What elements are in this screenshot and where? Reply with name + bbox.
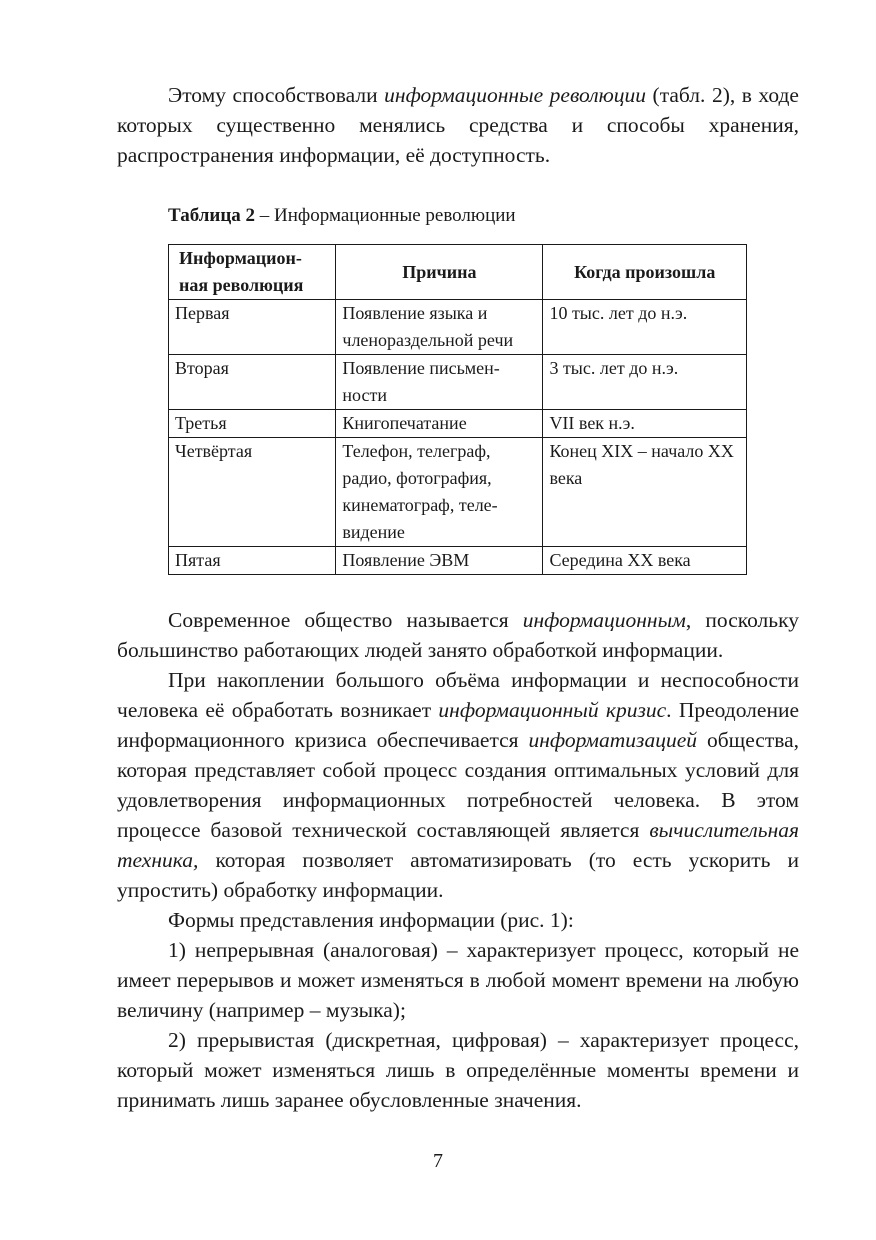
- table-cell: Четвёртая: [169, 438, 336, 547]
- header-revolution: Информацион-ная революция: [169, 245, 336, 300]
- table-cell: Телефон, телеграф, радио, фотография, кинематограф, теле-видение: [336, 438, 543, 547]
- table-header-row: [169, 245, 747, 300]
- table-cell: Появление письмен-ности: [336, 355, 543, 410]
- page-content: [117, 80, 799, 1115]
- table-cell: Появление языка и членораздельной речи: [336, 300, 543, 355]
- table-caption-label: Таблица 2: [168, 205, 256, 226]
- paragraph-information-crisis: При накоплении большого объёма информации и неспособности человека её обработать возникает информационный кризис. Преодоление информационного кризиса обеспечивается информатизацией общества, которая представляет собой процесс создания оптимальных условий для удовлетворения информационных потребностей человека. В этом процессе базовой технической составляющей является вычислительная техника, которая позволяет автоматизировать (то есть ускорить и упростить) обработку информации.: [117, 668, 800, 902]
- table-cell: Конец XIX – начало XX века: [543, 438, 747, 547]
- revolutions-table: [168, 244, 747, 575]
- table-caption-text: – Информационные революции: [255, 205, 516, 226]
- table-row: [169, 410, 747, 438]
- table-row: [169, 300, 747, 355]
- table-cell: Вторая: [169, 355, 336, 410]
- table-cell: Появление ЭВМ: [336, 547, 543, 575]
- table-cell: VII век н.э.: [543, 410, 747, 438]
- paragraph-continuous: 1) непрерывная (аналоговая) – характеризует процесс, который не имеет перерывов и может изменяться в любой момент времени на любую величину (например – музыка);: [117, 938, 799, 1022]
- page-number: 7: [433, 1150, 443, 1172]
- paragraph-discrete: 2) прерывистая (дискретная, цифровая) – характеризует процесс, который может изменяться лишь в определённые моменты времени и принимать лишь заранее обусловленные значения.: [117, 1028, 799, 1112]
- header-cause: Причина: [336, 245, 543, 300]
- table-caption: [168, 204, 799, 228]
- paragraph-forms: Формы представления информации (рис. 1):: [168, 908, 574, 932]
- table-cell: Середина XX века: [543, 547, 747, 575]
- table-cell: Книгопечатание: [336, 410, 543, 438]
- table-cell: Пятая: [169, 547, 336, 575]
- header-when: Когда произошла: [543, 245, 747, 300]
- table-cell: Первая: [169, 300, 336, 355]
- table-cell: 3 тыс. лет до н.э.: [543, 355, 747, 410]
- intro-paragraph: Этому способствовали информационные революции (табл. 2), в ходе которых существенно менялись средства и способы хранения, распространения информации, её доступность.: [117, 83, 799, 167]
- paragraph-information-society: Современное общество называется информационным, поскольку большинство работающих людей занято обработкой информации.: [117, 608, 799, 662]
- table-row: [169, 438, 747, 547]
- table-cell: Третья: [169, 410, 336, 438]
- table-row: [169, 547, 747, 575]
- table-cell: 10 тыс. лет до н.э.: [543, 300, 747, 355]
- table-row: [169, 355, 747, 410]
